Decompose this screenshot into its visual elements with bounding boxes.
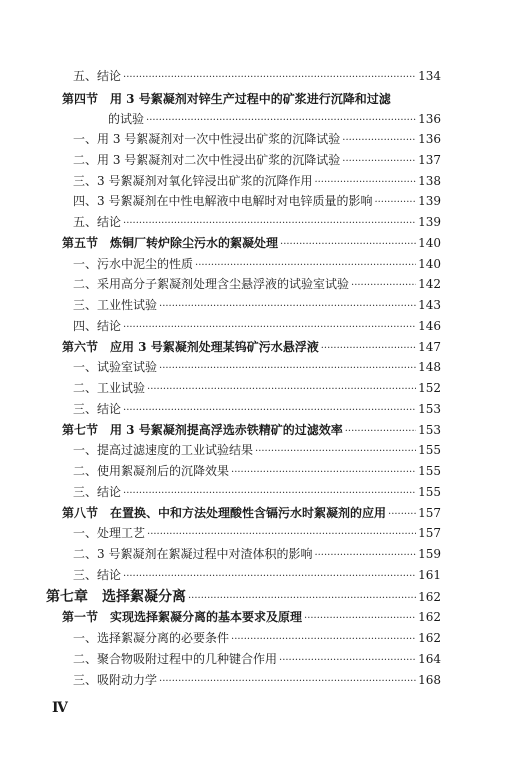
toc-leader-dots xyxy=(321,341,416,357)
toc-entry-page: 162 xyxy=(418,610,441,624)
toc-entry-page: 157 xyxy=(418,526,441,540)
toc-leader-dots xyxy=(123,216,416,232)
toc-entry-title: 第八节 在置换、中和方法处理酸性含镉污水时絮凝剂的应用 xyxy=(62,506,387,520)
toc-entry xyxy=(73,651,441,667)
toc-entry xyxy=(73,546,441,562)
toc-leader-dots xyxy=(188,590,416,608)
toc-leader-dots xyxy=(123,486,416,502)
toc-entry xyxy=(62,235,441,251)
toc-entry xyxy=(73,131,441,147)
toc-entry-page: 164 xyxy=(418,652,441,666)
toc-entry-page: 159 xyxy=(418,547,441,561)
toc-leader-dots xyxy=(123,320,416,336)
toc-entry-page: 140 xyxy=(418,257,441,271)
toc-entry xyxy=(73,214,441,230)
toc-entry-page: 146 xyxy=(418,319,441,333)
toc-entry xyxy=(73,297,441,313)
toc-entry xyxy=(62,422,441,438)
toc-entry-page: 134 xyxy=(418,69,441,83)
toc-entry-title: 一、污水中泥尘的性质 xyxy=(73,257,194,271)
toc-leader-dots xyxy=(146,113,416,129)
toc-leader-dots xyxy=(388,507,416,523)
toc-entry xyxy=(62,609,441,625)
toc-entry xyxy=(46,588,441,606)
page-number-roman: Ⅳ xyxy=(52,700,68,716)
toc-leader-dots xyxy=(123,569,416,585)
toc-entry-title: 二、工业试验 xyxy=(73,381,146,395)
toc-entry-title: 第一节 实现选择絮凝分离的基本要求及原理 xyxy=(62,610,303,624)
toc-leader-dots xyxy=(280,237,416,253)
toc-entry xyxy=(73,68,441,84)
toc-entry-page: 152 xyxy=(418,381,441,395)
toc-entry-title: 三、结论 xyxy=(73,402,122,416)
toc-entry-page: 147 xyxy=(418,340,441,354)
toc-entry xyxy=(62,505,441,521)
toc-entry xyxy=(108,111,441,127)
toc-entry-title: 一、处理工艺 xyxy=(73,526,146,540)
toc-leader-dots xyxy=(159,674,416,690)
toc-entry xyxy=(73,276,441,292)
toc-entry-title: 三、吸附动力学 xyxy=(73,673,158,687)
toc-entry-page: 136 xyxy=(418,132,441,146)
toc-entry-title: 四、结论 xyxy=(73,319,122,333)
toc-entry-title: 第四节 用 3 号絮凝剂对锌生产过程中的矿浆进行沉降和过滤 xyxy=(62,92,391,106)
toc-leader-dots xyxy=(345,424,416,440)
toc-entry-title: 第六节 应用 3 号絮凝剂处理某钨矿污水悬浮液 xyxy=(62,340,319,354)
toc-leader-dots xyxy=(351,278,416,294)
toc-entry-title: 五、结论 xyxy=(73,69,122,83)
toc-leader-dots xyxy=(231,632,416,648)
toc-entry-page: 138 xyxy=(418,174,441,188)
toc-entry xyxy=(73,359,441,375)
toc-leader-dots xyxy=(159,361,416,377)
toc-entry-page: 153 xyxy=(418,402,441,416)
toc-entry-title: 一、用 3 号絮凝剂对一次中性浸出矿浆的沉降试验 xyxy=(73,132,341,146)
toc-leader-dots xyxy=(342,154,416,170)
toc-entry-title: 一、试验室试验 xyxy=(73,360,158,374)
toc-entry-title: 二、采用高分子絮凝剂处理含尘悬浮液的试验室试验 xyxy=(73,277,350,291)
toc-entry-page: 136 xyxy=(418,112,441,126)
toc-entry-title: 三、结论 xyxy=(73,568,122,582)
toc-entry xyxy=(73,442,441,458)
toc-entry xyxy=(73,256,441,272)
toc-entry-page: 161 xyxy=(418,568,441,582)
toc-entry xyxy=(73,152,441,168)
toc-entry xyxy=(73,630,441,646)
toc-entry-page: 155 xyxy=(418,443,441,457)
toc-entry-title: 一、提高过滤速度的工业试验结果 xyxy=(73,443,254,457)
toc-entry-page: 139 xyxy=(418,194,441,208)
toc-entry-title: 三、工业性试验 xyxy=(73,298,158,312)
toc-entry-page: 155 xyxy=(418,464,441,478)
toc-leader-dots xyxy=(255,444,416,460)
toc-entry-title: 三、3 号絮凝剂对氧化锌浸出矿浆的沉降作用 xyxy=(73,174,313,188)
toc-entry-title: 第七节 用 3 号絮凝剂提高浮选赤铁精矿的过滤效率 xyxy=(62,423,343,437)
toc-entry-title: 三、结论 xyxy=(73,485,122,499)
toc-entry-page: 137 xyxy=(418,153,441,167)
toc-leader-dots xyxy=(374,195,416,211)
toc-entry xyxy=(73,380,441,396)
toc-leader-dots xyxy=(147,382,416,398)
toc-leader-dots xyxy=(279,653,416,669)
toc-entry-title: 二、用 3 号絮凝剂对二次中性浸出矿浆的沉降试验 xyxy=(73,153,341,167)
toc-entry-page: 148 xyxy=(418,360,441,374)
toc-entry-page: 168 xyxy=(418,673,441,687)
toc-entry-page: 142 xyxy=(418,277,441,291)
toc-entry-title: 的试验 xyxy=(108,112,145,126)
toc-entry-page: 153 xyxy=(418,423,441,437)
toc-leader-dots xyxy=(342,133,416,149)
toc-leader-dots xyxy=(314,548,416,564)
toc-entry-title: 四、3 号絮凝剂在中性电解液中电解时对电锌质量的影响 xyxy=(73,194,373,208)
toc-leader-dots xyxy=(231,465,416,481)
toc-entry-title: 二、聚合物吸附过程中的几种键合作用 xyxy=(73,652,278,666)
toc-entry xyxy=(62,91,441,107)
toc-entry-title: 二、使用絮凝剂后的沉降效果 xyxy=(73,464,230,478)
toc-entry xyxy=(73,672,441,688)
toc-entry xyxy=(73,463,441,479)
toc-entry xyxy=(73,193,441,209)
toc-entry-page: 140 xyxy=(418,236,441,250)
toc-entry xyxy=(73,401,441,417)
toc-entry-page: 162 xyxy=(418,631,441,645)
toc-entry xyxy=(73,567,441,583)
toc-entry-page: 155 xyxy=(418,485,441,499)
toc-leader-dots xyxy=(304,611,416,627)
toc-entry xyxy=(73,484,441,500)
toc-leader-dots xyxy=(147,527,416,543)
toc-leader-dots xyxy=(314,175,416,191)
toc-leader-dots xyxy=(123,70,416,86)
toc-leader-dots xyxy=(195,258,416,274)
toc-entry-page: 139 xyxy=(418,215,441,229)
toc-entry-title: 五、结论 xyxy=(73,215,122,229)
toc-entry-page: 157 xyxy=(418,506,441,520)
toc-entry-title: 第五节 炼铜厂转炉除尘污水的絮凝处理 xyxy=(62,236,279,250)
toc-entry xyxy=(73,173,441,189)
toc-leader-dots xyxy=(159,299,416,315)
toc-entry-title: 第七章 选择絮凝分离 xyxy=(46,589,186,605)
toc-entry-title: 一、选择絮凝分离的必要条件 xyxy=(73,631,230,645)
toc-entry-page: 162 xyxy=(418,590,441,604)
toc-entry xyxy=(73,318,441,334)
toc-entry-title: 二、3 号絮凝剂在絮凝过程中对渣体积的影响 xyxy=(73,547,313,561)
toc-entry xyxy=(73,525,441,541)
toc-entry xyxy=(62,339,441,355)
toc-entry-page: 143 xyxy=(418,298,441,312)
toc-leader-dots xyxy=(123,403,416,419)
